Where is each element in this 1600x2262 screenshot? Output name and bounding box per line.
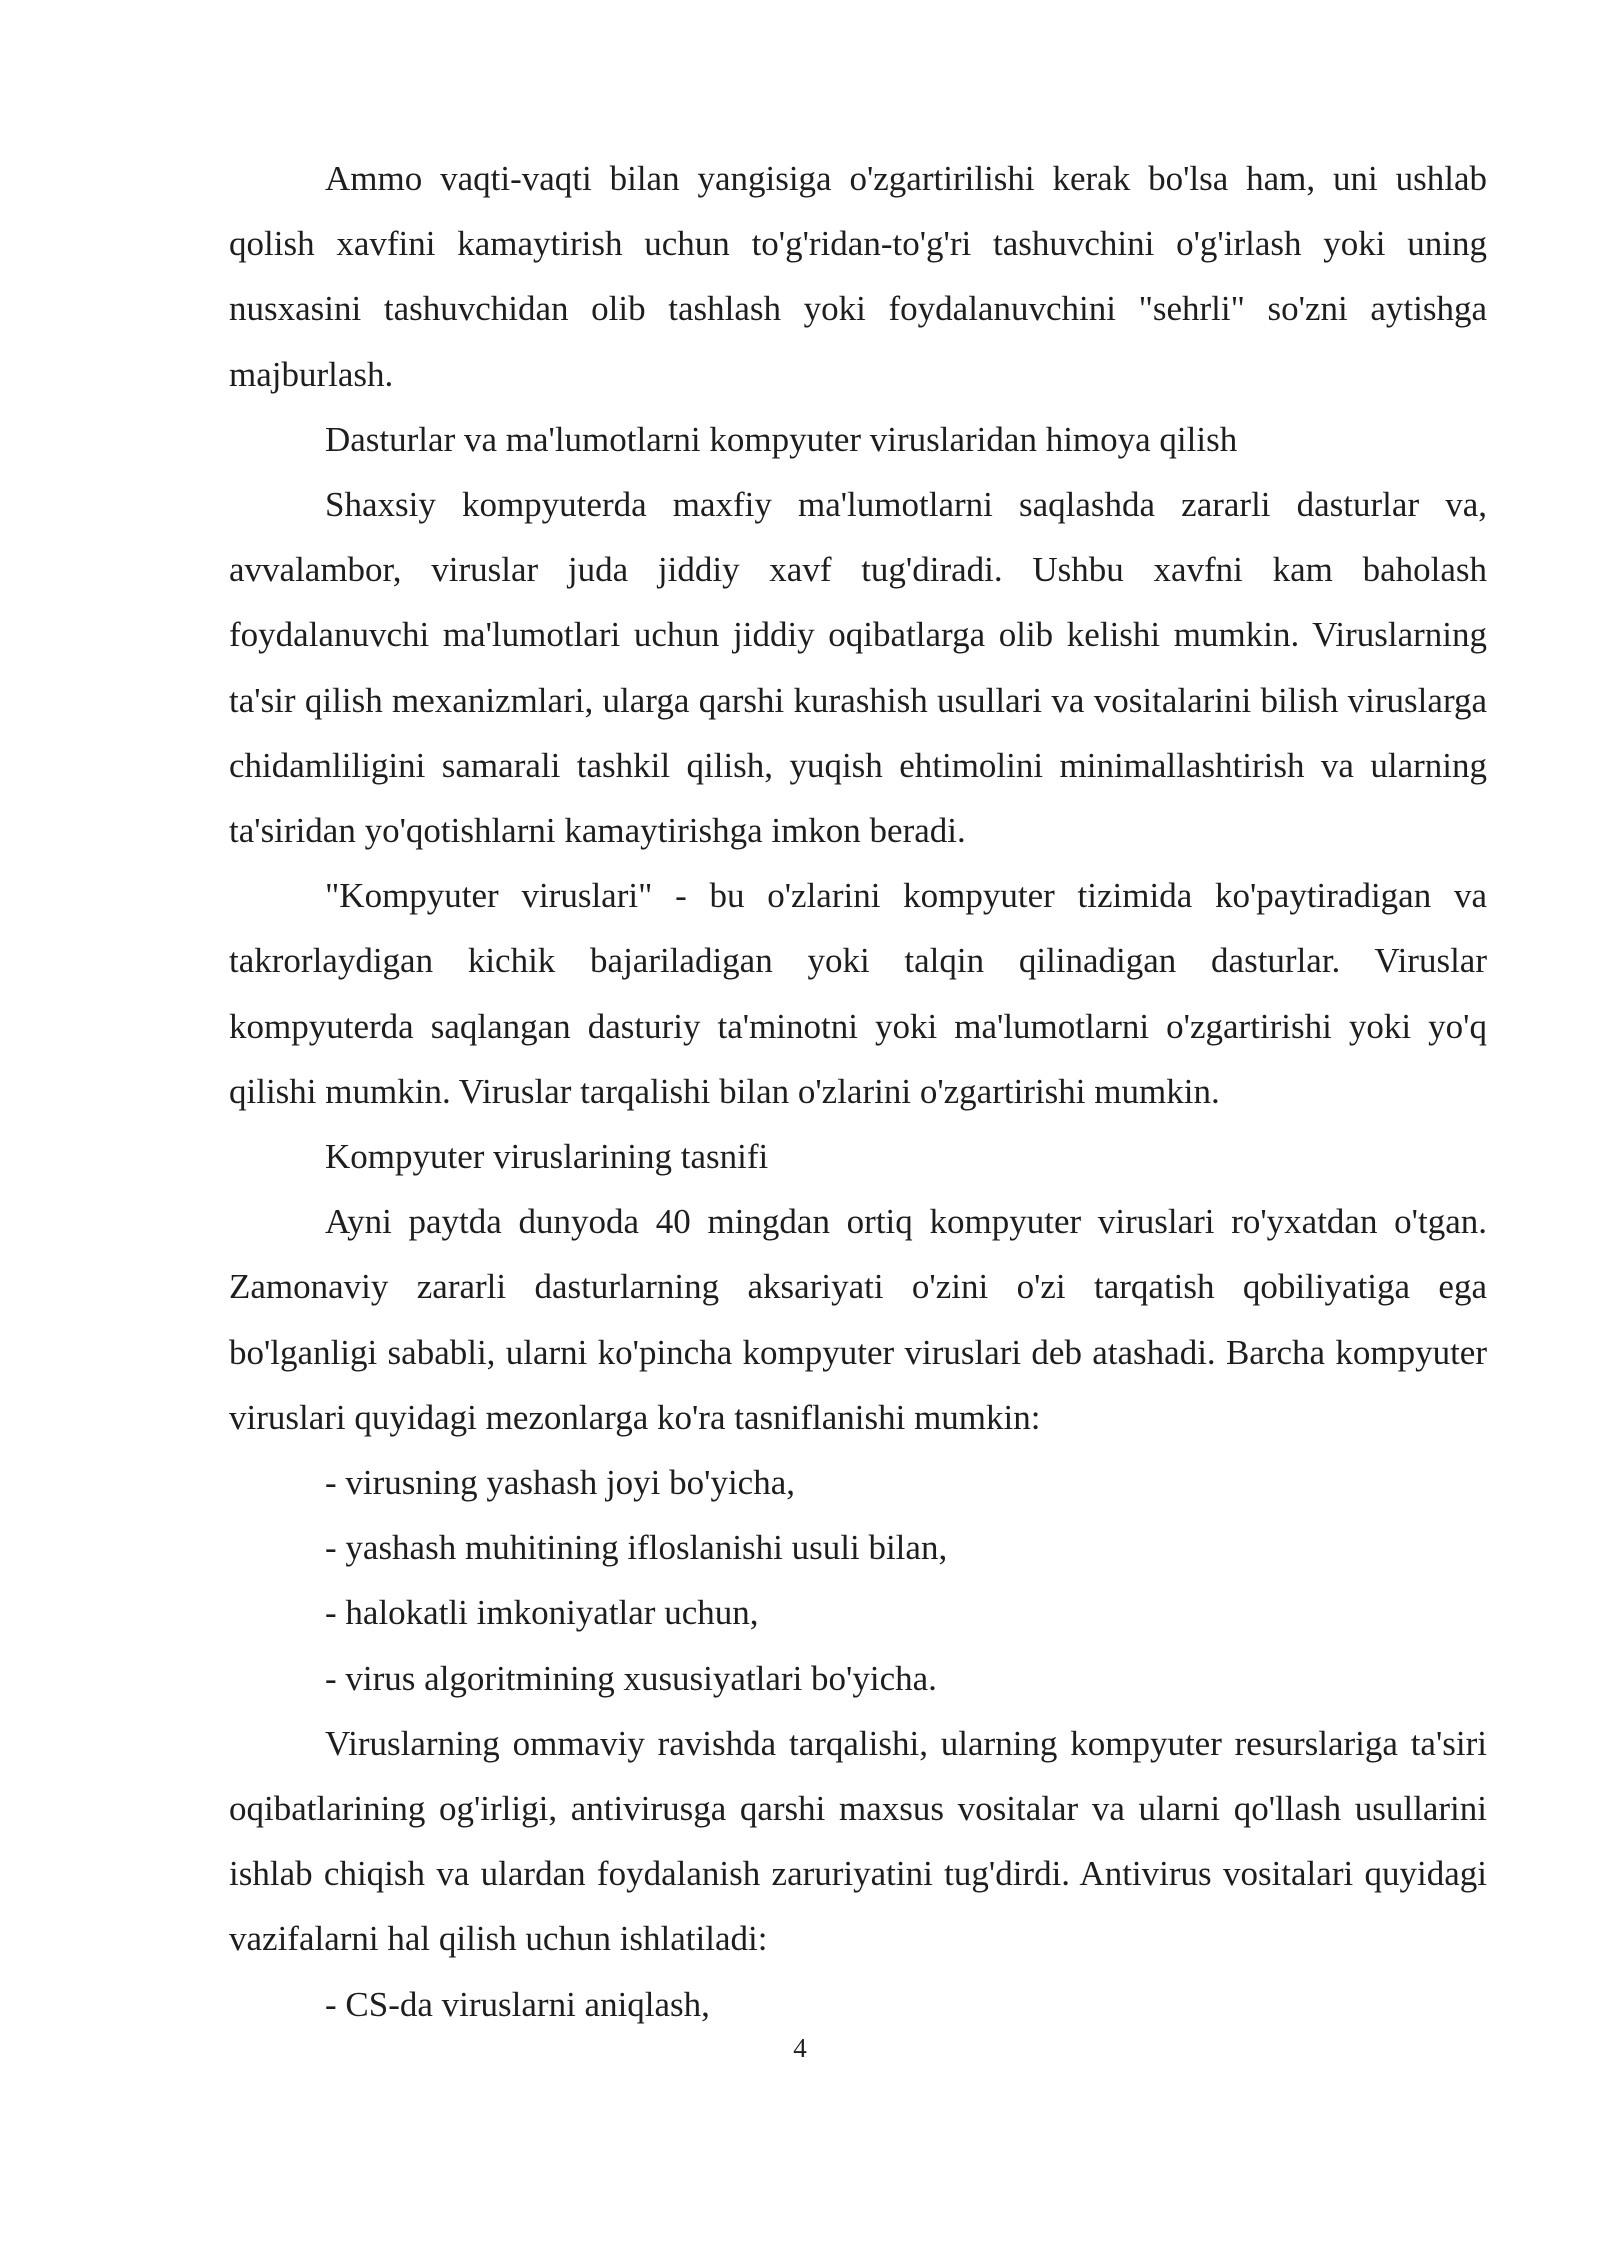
paragraph-classification: Ayni paytda dunyoda 40 mingdan ortiq kompyuter viruslari ro'yxatdan o'tgan. Zamonaviy zararli dasturlarning aksariyati o'zini o'zi tarqatish qobiliyatiga ega bo'lganligi sababli, ularni ko'pincha kompyuter viruslari deb atashadi. Barcha kompyuter viruslari quyidagi mezonlarga ko'ra tasniflanishi mumkin: xyxy=(229,1202,1487,1437)
paragraph-definition: "Kompyuter viruslari" - bu o'zlarini kompyuter tizimida ko'paytiradigan va takrorlaydigan kichik bajariladigan yoki talqin qilinadigan dasturlar. Viruslar kompyuterda saqlangan dasturiy ta'minotni yoki ma'lumotlarni o'zgartirishi yoki yo'q qilishi mumkin. Viruslar tarqalishi bilan o'zlarini o'zgartirishi mumkin. xyxy=(229,876,1487,1111)
list-item: - virus algoritmining xususiyatlari bo'yicha. xyxy=(325,1658,937,1698)
paragraph-antivirus: Viruslarning ommaviy ravishda tarqalishi, ularning kompyuter resurslariga ta'siri oqibatlarining og'irligi, antivirusga qarshi maxsus vositalar va ularni qo'llash usullarini ishlab chiqish va ulardan foydalanish zaruriyatini tug'dirdi. Antivirus vositalari quyidagi vazifalarni hal qilish uchun ishlatiladi: xyxy=(229,1723,1487,1959)
section-heading-classification: Kompyuter viruslarining tasnifi xyxy=(325,1137,769,1177)
list-item: - virusning yashash joyi bo'yicha, xyxy=(325,1463,795,1503)
section-heading-protection: Dasturlar va ma'lumotlarni kompyuter viruslaridan himoya qilish xyxy=(325,419,1238,459)
page-number: 4 xyxy=(793,2033,807,2063)
paragraph-threats: Shaxsiy kompyuterda maxfiy ma'lumotlarni saqlashda zararli dasturlar va, avvalambor, viruslar juda jiddiy xavf tug'diradi. Ushbu xavfni kam baholash foydalanuvchi ma'lumotlari uchun jiddiy oqibatlarga olib kelishi mumkin. Viruslarning ta'sir qilish mexanizmlari, ularga qarshi kurashish usullari va vositalarini bilish viruslarga chidamliligini samarali tashkil qilish, yuqish ehtimolini minimallashtirish va ularning ta'siridan yo'qotishlarni kamaytirishga imkon beradi. xyxy=(229,485,1487,851)
list-item: - halokatli imkoniyatlar uchun, xyxy=(325,1593,759,1633)
document-body xyxy=(229,146,1487,2037)
list-item: - yashash muhitining ifloslanishi usuli bilan, xyxy=(325,1528,948,1568)
paragraph-intro: Ammo vaqti-vaqti bilan yangisiga o'zgartirilishi kerak bo'lsa ham, uni ushlab qolish xavfini kamaytirish uchun to'g'ridan-to'g'ri tashuvchini o'g'irlash yoki uning nusxasini tashuvchidan olib tashlash yoki foydalanuvchini "sehrli" so'zni aytishga majburlash. xyxy=(229,159,1487,394)
list-item: - CS-da viruslarni aniqlash, xyxy=(325,1984,710,2024)
